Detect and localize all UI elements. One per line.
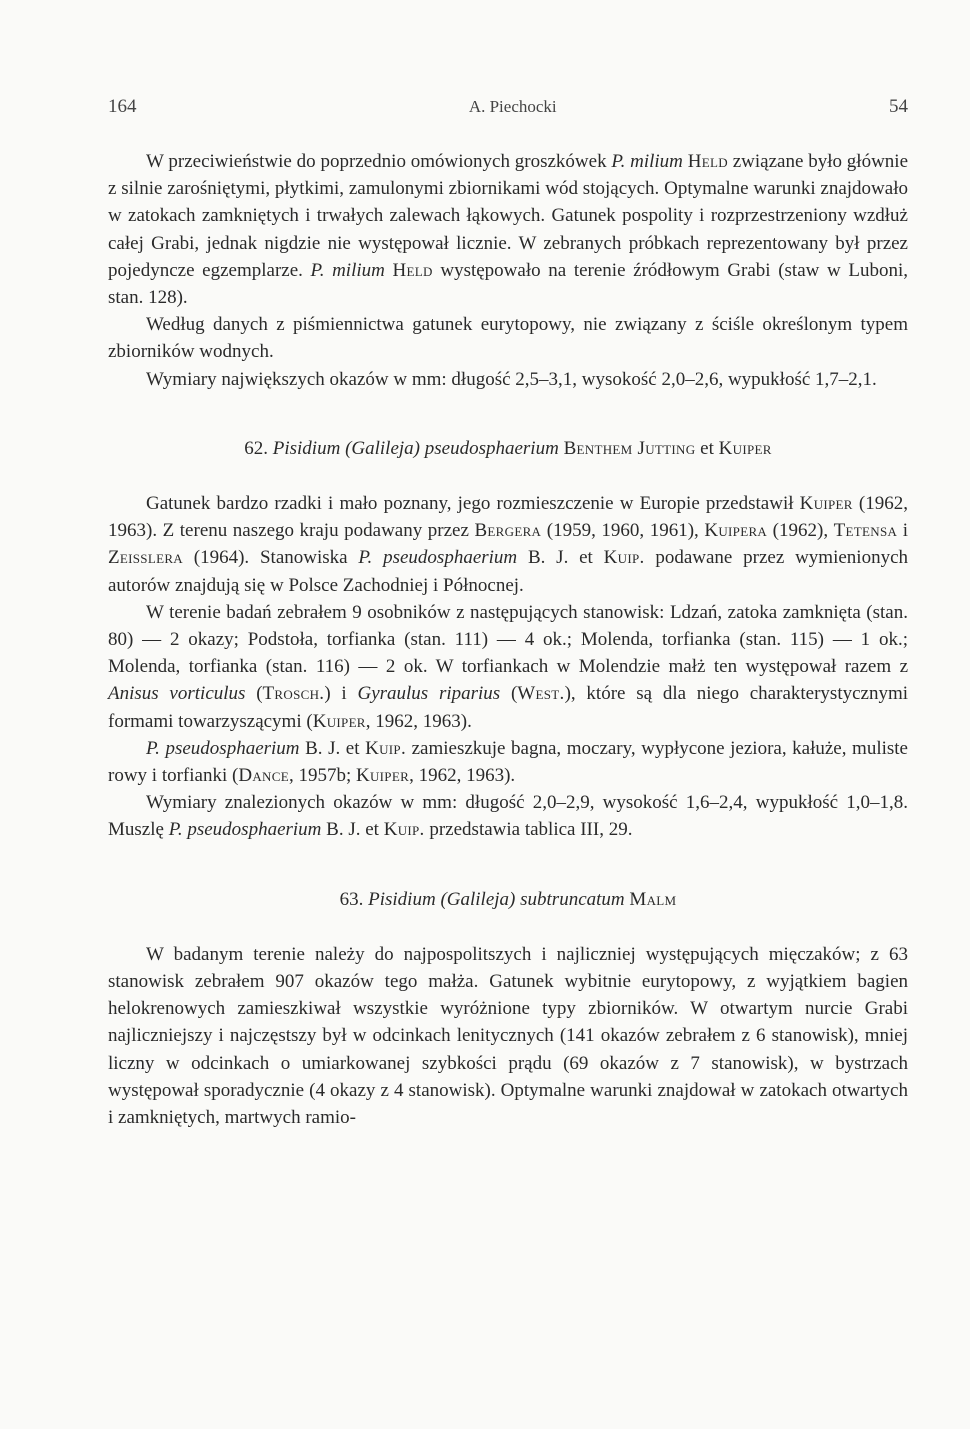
running-author: A. Piechocki [468, 97, 557, 116]
paragraph-5: W terenie badań zebrałem 9 osobników z następujących stanowisk: Ldzań, zatoka zamknięta (stan. 80) — 2 okazy; Podstoła, torfianka (stan. 111) — 4 ok.; Molenda, torfianka (stan. 115) — 1 ok.; Molenda, torfianka (stan. 116) — 2 ok. W torfiankach w Molendzie małż ten występował razem z Anisus vorticulus (Trosch.) i Gyraulus riparius (West.), które są dla niego charakterystycznymi formami towarzyszącymi (Kuiper, 1962, 1963). [108, 601, 909, 732]
paragraph-6: P. pseudosphaerium B. J. et Kuip. zamieszkuje bagna, moczary, wypłycone jeziora, kałuże, muliste rowy i torfianki (Dance, 1957b; Kuiper, 1962, 1963). [108, 737, 908, 787]
paragraph-2: Według danych z piśmiennictwa gatunek eurytopowy, nie związany z ściśle określonym typem zbiorników wodnych. [108, 314, 908, 363]
page [108, 96, 908, 1131]
paragraph-3: Wymiary największych okazów w mm: długość 2,5–3,1, wysokość 2,0–2,6, wypukłość 1,7–2,1. [146, 368, 877, 390]
page-number-left: 164 [108, 96, 137, 117]
paragraph-1: W przeciwieństwie do poprzednio omówionych groszkówek P. milium Held związane było głównie z silnie zarośniętymi, płytkimi, zamulonymi zbiornikami wód stojących. Optymalne warunki znajdowało w zatokach zamkniętych i trwałych zalewach łąkowych. Gatunek pospolity i rozprzestrzeniony wzdłuż całej Grabi, jednak nigdzie nie występował licznie. W zebranych próbkach reprezentowany był przez pojedyncze egzemplarze. P. milium Held występowało na terenie źródłowym Grabi (staw w Luboni, stan. 128). [108, 151, 909, 309]
section-heading-62: 62. Pisidium (Galileja) pseudosphaerium Benthem Jutting et Kuiper [244, 437, 772, 459]
paragraph-4: Gatunek bardzo rzadki i mało poznany, jego rozmieszczenie w Europie przedstawił Kuiper (1962, 1963). Z terenu naszego kraju podawany przez Bergera (1959, 1960, 1961), Kuipera (1962), Tetensa i Zeisslera (1964). Stanowiska P. pseudosphaerium B. J. et Kuip. podawane przez wymienionych autorów znajdują się w Polsce Zachodniej i Północnej. [108, 493, 909, 596]
paragraph-7: Wymiary znalezionych okazów w mm: długość 2,0–2,9, wysokość 1,6–2,4, wypukłość 1,0–1,8. Muszlę P. pseudosphaerium B. J. et Kuip. przedstawia tablica III, 29. [108, 792, 908, 841]
paragraph-8: W badanym terenie należy do najpospolitszych i najliczniej występujących mięczaków; z 63 stanowisk zebrałem 907 okazów tego małża. Gatunek wybitnie eurytopowy, z wyjątkiem bagien helokrenowych zamieszkiwał wszystkie wyróżnione typy zbiorników. W otwartym nurcie Grabi najliczniejszy i najczęstszy był w odcinkach lenitycznych (141 okazów zebrałem z 6 stanowisk), mniej liczny w odcinkach o umiarkowanej szybkości prądu (69 okazów z 7 stanowisk), w bystrzach występował sporadycznie (4 okazy z 4 stanowisk). Optymalne warunki znajdował w zatokach otwartych i zamkniętych, martwych ramio- [108, 943, 908, 1129]
running-header [108, 96, 908, 118]
section-heading-63: 63. Pisidium (Galileja) subtruncatum Malm [339, 888, 677, 910]
page-number-right: 54 [888, 96, 908, 117]
